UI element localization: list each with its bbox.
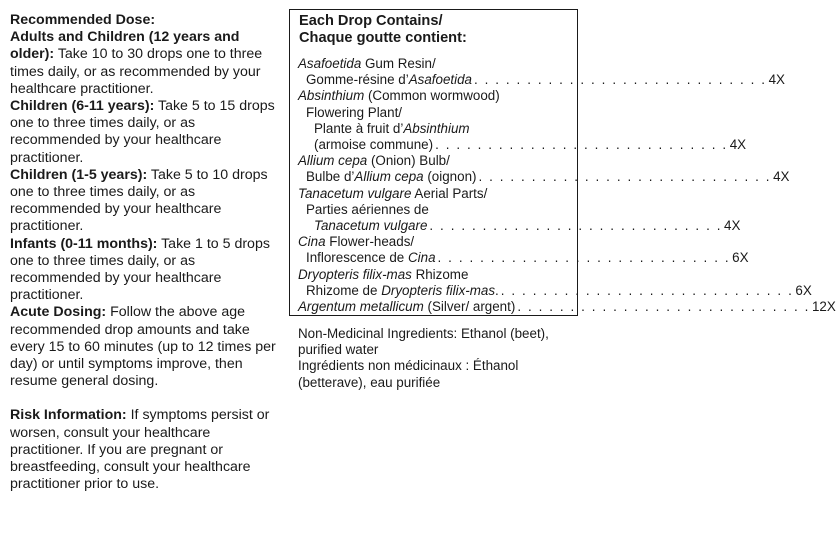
infants-paragraph [10, 236, 280, 305]
potency: 4X [724, 218, 741, 234]
ingredient-absinthium-line4: (armoise commune) . . . . . . . . . . . . . . . . . . . . . . . . . . . . 4X [314, 137, 747, 153]
ingredient-cina-line2: Inflorescence de Cina . . . . . . . . . . . . . . . . . . . . . . . . . . . . 6X [306, 250, 749, 266]
ingredient-absinthium-line3: Plante à fruit d’Absinthium [314, 120, 470, 136]
acute-text: Follow the above age recommended drop amounts and take every 15 to 60 minutes (up to 12 times per day) or until symptoms improve, then resume general dosing. [10, 304, 276, 390]
ingredient-absinthium-line1: Absinthium (Common wormwood) [298, 88, 500, 104]
adults-text: Take 10 to 30 drops one to three times daily, or as recommended by your healthcare practitioner. [10, 46, 263, 97]
ingredient-cina-line1: Cina Flower-heads/ [298, 234, 415, 250]
non-medicinal-en: Non-Medicinal Ingredients: Ethanol (beet), purified water [298, 326, 549, 358]
adults-label: Adults and Children (12 years and older): [10, 29, 240, 63]
ingredient-allium-line2: Bulbe d’Allium cepa (oignon) . . . . . . . . . . . . . . . . . . . . . . . . . . . . 4X [306, 169, 790, 185]
ingredients-title [299, 13, 569, 47]
spacer [10, 390, 280, 407]
young-children-text: Take 5 to 10 drops one to three times daily, or as recommended by your healthcare practitioner. [10, 166, 268, 235]
ingredient-dryopteris-line1: Dryopteris filix-mas Rhizome [298, 266, 469, 282]
infants-text: Take 1 to 5 drops one to three times daily, or as recommended by your healthcare practitioner. [10, 235, 270, 304]
ingredient-tanacetum-line3: Tanacetum vulgare . . . . . . . . . . . . . . . . . . . . . . . . . . . . 4X [314, 218, 741, 234]
risk-text: If symptoms persist or worsen, consult your healthcare practitioner. If you are pregnant or breastfeeding, consult your healthcare practitioner prior to use. [10, 407, 270, 493]
potency: 6X [732, 250, 749, 266]
risk-label: Risk Information: [10, 407, 127, 424]
potency: 4X [729, 137, 747, 153]
ingredient-asafoetida-line2: Gomme-résine d’Asafoetida . . . . . . . . . . . . . . . . . . . . . . . . . . . . 4X [306, 72, 785, 88]
ingredients-title-fr: Chaque goutte contient: [299, 30, 467, 46]
potency: 6X [795, 282, 812, 298]
young-children-label: Children (1-5 years): [10, 166, 148, 183]
acute-paragraph [10, 304, 280, 390]
children-label: Children (6-11 years): [10, 98, 155, 115]
ingredient-dryopteris-line2: Rhizome de Dryopteris filix-mas. . . . . . . . . . . . . . . . . . . . . . . . . . . . . 6X [306, 282, 812, 298]
non-medicinal-fr: Ingrédients non médicinaux : Éthanol (betterave), eau purifiée [298, 358, 519, 390]
ingredient-absinthium-line2: Flowering Plant/ [306, 104, 403, 120]
potency: 4X [773, 169, 790, 185]
infants-label: Infants (0-11 months): [10, 235, 158, 252]
risk-paragraph [10, 407, 280, 493]
ingredient-asafoetida-line1: Asafoetida Gum Resin/ [298, 56, 436, 71]
ingredient-allium-line1: Allium cepa (Onion) Bulb/ [298, 153, 450, 169]
young-children-paragraph [10, 167, 280, 236]
potency: 4X [768, 72, 785, 88]
ingredient-tanacetum-line1: Tanacetum vulgare Aerial Parts/ [298, 185, 488, 201]
potency: 12X [811, 299, 836, 315]
dosage-section [10, 12, 280, 493]
acute-label: Acute Dosing: [10, 304, 107, 321]
dose-heading: Recommended Dose: [10, 12, 156, 28]
ingredient-argentum-line1: Argentum metallicum (Silver/ argent) . . . . . . . . . . . . . . . . . . . . . . . . . . . . 12X [298, 299, 836, 315]
ingredient-tanacetum-line2: Parties aériennes de [306, 201, 429, 217]
ingredients-list [298, 56, 836, 315]
ingredients-box [289, 9, 836, 316]
ingredients-title-en: Each Drop Contains/ [299, 13, 443, 29]
adults-paragraph [10, 29, 280, 98]
children-paragraph [10, 98, 280, 167]
children-text: Take 5 to 15 drops one to three times daily, or as recommended by your healthcare practitioner. [10, 98, 275, 166]
non-medicinal-section [298, 326, 583, 391]
